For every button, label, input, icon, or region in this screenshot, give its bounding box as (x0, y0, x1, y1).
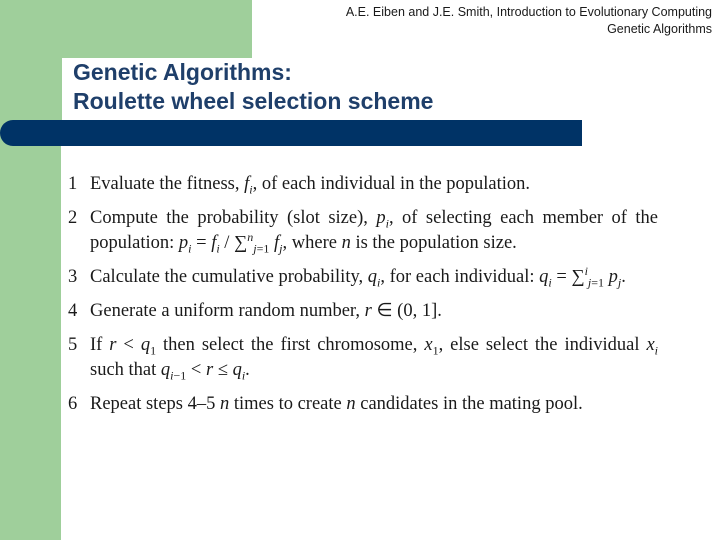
title-divider-bar (0, 120, 582, 146)
step-number: 2 (68, 208, 78, 228)
step-text: If $r < q_1$ then select the first chromosome, $x_1$, else select the individual $x_i$ such that $q_{i-1} < r \le q_i$. (90, 335, 659, 383)
algorithm-steps-list (68, 172, 658, 426)
step-text: Calculate the cumulative probability, $q_i$, for each individual: $q_i = \sum^i_{j=1}$ $p_j$. (90, 263, 626, 290)
step-item (68, 333, 658, 383)
decorative-green-block-side (0, 138, 61, 540)
step-number: 6 (68, 394, 78, 414)
step-item (68, 172, 658, 197)
step-item (68, 265, 658, 290)
step-text: Evaluate the fitness, $f_i$, of each individual in the population. (90, 174, 531, 197)
step-item (68, 392, 658, 417)
step-number: 5 (68, 335, 78, 355)
slide-credit (346, 4, 712, 38)
credit-line-2: Genetic Algorithms (607, 22, 712, 36)
step-number: 1 (68, 174, 78, 194)
step-item (68, 206, 658, 256)
step-text: Compute the probability (slot size), $p_i$, of selecting each member of the population: $p_i = f_i / \sum^n_{j=1}$ $f_j$, where n is the population size. (90, 208, 659, 256)
credit-line-1: A.E. Eiben and J.E. Smith, Introduction to Evolutionary Computing (345, 5, 712, 19)
step-number: 3 (68, 267, 78, 287)
title-line-2: Roulette wheel selection scheme (73, 88, 434, 114)
step-text: Generate a uniform random number, r ∈ (0, 1]. (90, 301, 442, 321)
step-text: Repeat steps 4–5 n times to create n candidates in the mating pool. (90, 394, 583, 414)
title-line-1: Genetic Algorithms: (73, 59, 292, 85)
step-item (68, 299, 658, 324)
slide-title (73, 58, 433, 116)
step-number: 4 (68, 301, 78, 321)
